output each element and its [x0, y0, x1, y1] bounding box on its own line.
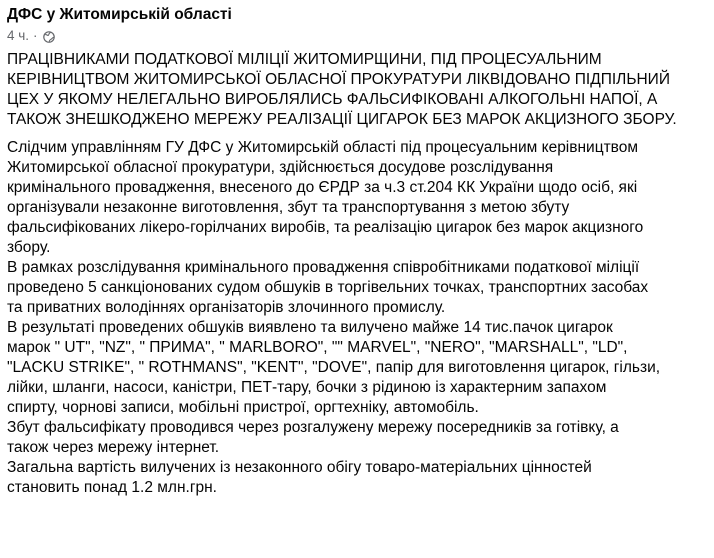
post-paragraph: Загальна вартість вилучених із незаконного обігу товаро-матеріальних цінностей становить понад 1.2 млн.грн. [7, 459, 592, 496]
post-meta [7, 27, 55, 44]
post-timestamp[interactable]: 4 ч. [7, 28, 30, 43]
post-paragraph: Слідчим управлінням ГУ ДФС у Житомирській області під процесуальним керівництвом Житомирської обласної прокуратури, здійснюється досудове розслідування кримінального провадження, внесеного до ЄРДР за ч.3 ст.204 КК України щодо осіб, які організували незаконне виготовлення, збут та транспортування з метою збуту фальсифікованих лікеро-горілчаних виробів, та реалізацію цигарок без марок акцизного збору. [7, 139, 644, 256]
post-paragraph: Збут фальсифікату проводився через розгалужену мережу посередників за готівку, а також через мережу інтернет. [7, 419, 619, 456]
post-headline: ПРАЦІВНИКАМИ ПОДАТКОВОЇ МІЛІЦІЇ ЖИТОМИРЩИНИ, ПІД ПРОЦЕСУАЛЬНИМ КЕРІВНИЦТВОМ ЖИТОМИРСЬКОЇ ОБЛАСНОЇ ПРОКУРАТУРИ ЛІКВІДОВАНО ПІДПІЛЬНИЙ ЦЕХ У ЯКОМУ НЕЛЕГАЛЬНО ВИРОБЛЯЛИСЬ ФАЛЬСИФІКОВАНІ АЛКОГОЛЬНІ НАПОЇ, А ТАКОЖ ЗНЕШКОДЖЕНО МЕРЕЖУ РЕАЛІЗАЦІЇ ЦИГАРОК БЕЗ МАРОК АКЦИЗНОГО ЗБОРУ. [7, 51, 677, 128]
post-paragraph: В рамках розслідування кримінального провадження співробітниками податкової міліції проведено 5 санкціонованих судом обшуків в торгівельних точках, транспортних засобах та приватних володіннях організаторів злочинного промислу. [7, 259, 649, 316]
meta-separator: · [33, 28, 38, 43]
post-paragraph: В результаті проведених обшуків виявлено та вилучено майже 14 тис.пачок цигарок марок " UT", "NZ", " ПРИМА", " MARLBORO", "" MARVEL", "NERO", "MARSHALL", "LD", "LACKU STRIKE", " ROTHMANS", "KENT", "DOVE", папір для виготовлення цигарок, гільзи, лійки, шланги, насоси, каністри, ПЕТ-тару, бочки з рідиною із характерним запахом спирту, чорнові записи, мобільні пристрої, оргтехніку, автомобіль. [7, 319, 661, 416]
post-author[interactable]: ДФС у Житомирській області [7, 6, 232, 23]
globe-icon[interactable] [43, 30, 55, 42]
post-body [7, 50, 710, 498]
